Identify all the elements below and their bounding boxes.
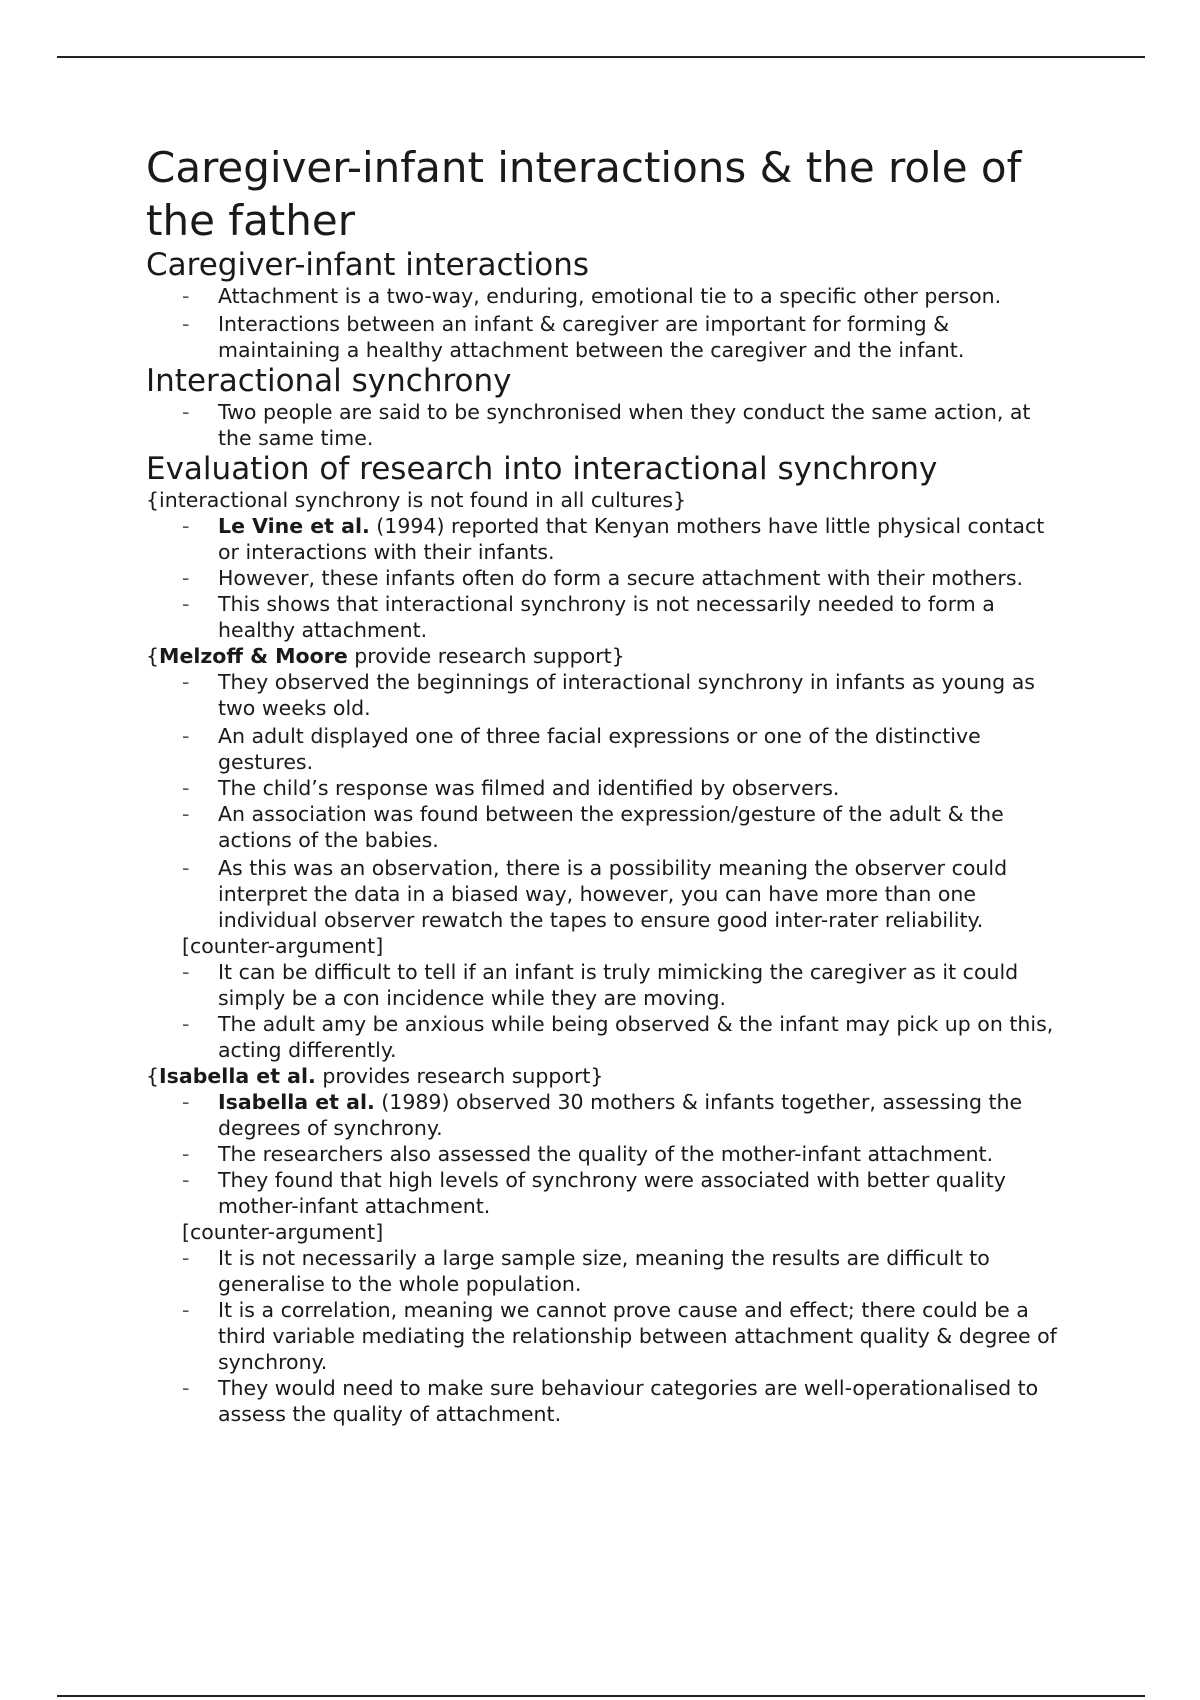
bullet-dash-icon: - [182,312,190,336]
heading-interactional-synchrony: Interactional synchrony [146,363,512,399]
list-item: - It is a correlation, meaning we cannot prove cause and effect; there could be a third variable mediating the relationship between attachment quality & degree of synchrony. [182,1298,1057,1374]
subheading-cultures: {interactional synchrony is not found in all cultures} [146,488,687,512]
list-item: - Isabella et al. (1989) observed 30 mothers & infants together, assessing the degrees of synchrony. [182,1090,1023,1140]
list-item: - However, these infants often do form a secure attachment with their mothers. [182,566,1024,590]
bullet-dash-icon: - [182,1090,190,1114]
list-item: - It is not necessarily a large sample size, meaning the results are difficult to generalise to the whole population. [182,1246,990,1296]
list-item: - Two people are said to be synchronised when they conduct the same action, at the same time. [182,400,1031,450]
cultures-list [146,513,1066,643]
bullet-dash-icon: - [182,670,190,694]
bullet-dash-icon: - [182,1012,190,1036]
list-item: - They would need to make sure behaviour categories are well-operationalised to assess the quality of attachment. [182,1376,1039,1426]
bullet-dash-icon: - [182,400,190,424]
bullet-dash-icon: - [182,1246,190,1270]
list-item: - Attachment is a two-way, enduring, emotional tie to a specific other person. [182,284,1002,308]
bottom-rule [57,1695,1145,1697]
bullet-dash-icon: - [182,802,190,826]
list-item: - An association was found between the expression/gesture of the adult & the actions of the babies. [182,802,1004,852]
document-body [146,141,1066,1427]
list-item: - Le Vine et al. (1994) reported that Kenyan mothers have little physical contact or interactions with their infants. [182,514,1045,564]
bullet-dash-icon: - [182,724,190,748]
melzoff-counter-list [146,959,1066,1063]
subheading-isabella: {Isabella et al. provides research support} [146,1064,604,1088]
list-item: - They observed the beginnings of interactional synchrony in infants as young as two weeks old. [182,670,1035,720]
heading-caregiver-infant-interactions: Caregiver-infant interactions [146,247,590,283]
counter-argument-label: [counter-argument] [182,1220,384,1244]
bullet-dash-icon: - [182,566,190,590]
bullet-dash-icon: - [182,1298,190,1322]
bullet-dash-icon: - [182,856,190,880]
bullet-dash-icon: - [182,960,190,984]
bullet-dash-icon: - [182,592,190,616]
bullet-dash-icon: - [182,514,190,538]
counter-argument-label: [counter-argument] [182,934,384,958]
list-item: - They found that high levels of synchrony were associated with better quality mother-infant attachment. [182,1168,1006,1218]
subheading-melzoff-moore: {Melzoff & Moore provide research support} [146,644,625,668]
melzoff-list [146,669,1066,933]
heading-evaluation: Evaluation of research into interactional synchrony [146,451,938,487]
bullet-dash-icon: - [182,284,190,308]
bullet-dash-icon: - [182,1376,190,1400]
list-item: - This shows that interactional synchrony is not necessarily needed to form a healthy attachment. [182,592,995,642]
list-item: - The adult amy be anxious while being observed & the infant may pick up on this, acting differently. [182,1012,1054,1062]
list-item: - As this was an observation, there is a possibility meaning the observer could interpret the data in a biased way, however, you can have more than one individual observer rewatch the tapes to ensure good inter-rater reliability. [182,856,1008,932]
synchrony-list [146,399,1066,451]
list-item: - It can be difficult to tell if an infant is truly mimicking the caregiver as it could simply be a con incidence while they are moving. [182,960,1019,1010]
isabella-counter-list [146,1245,1066,1427]
list-item: - The child’s response was filmed and identified by observers. [182,776,840,800]
list-item: - The researchers also assessed the quality of the mother-infant attachment. [182,1142,994,1166]
top-rule [57,56,1145,58]
bullet-dash-icon: - [182,1168,190,1192]
bullet-dash-icon: - [182,776,190,800]
list-item: - An adult displayed one of three facial expressions or one of the distinctive gestures. [182,724,981,774]
interactions-list [146,283,1066,363]
bullet-dash-icon: - [182,1142,190,1166]
isabella-list [146,1089,1066,1219]
list-item: - Interactions between an infant & caregiver are important for forming & maintaining a healthy attachment between the caregiver and the infant. [182,312,965,362]
page-title: Caregiver-infant interactions & the role of the father [146,143,1022,245]
